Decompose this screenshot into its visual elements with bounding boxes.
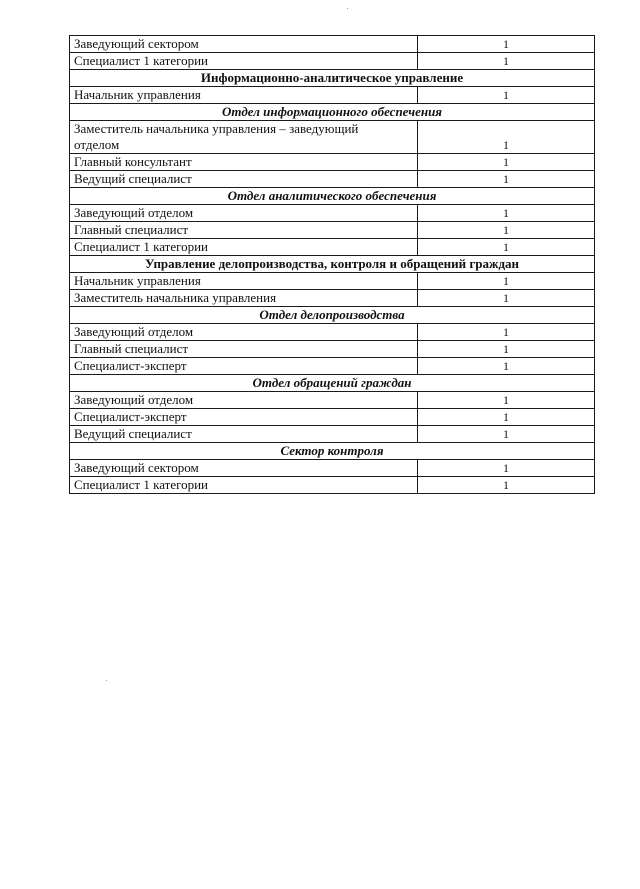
department-title: Отдел обращений граждан bbox=[70, 375, 595, 392]
table-row bbox=[70, 358, 595, 375]
position-cell: Начальник управления bbox=[70, 273, 418, 290]
count-cell: 1 bbox=[418, 392, 595, 409]
table-row bbox=[70, 154, 595, 171]
position-cell: Главный консультант bbox=[70, 154, 418, 171]
position-cell: Заведующий отделом bbox=[70, 205, 418, 222]
department-header-row bbox=[70, 307, 595, 324]
position-cell: Специалист-эксперт bbox=[70, 409, 418, 426]
scan-speck bbox=[106, 680, 107, 681]
count-cell: 1 bbox=[418, 409, 595, 426]
table-row bbox=[70, 460, 595, 477]
position-cell: Заведующий сектором bbox=[70, 36, 418, 53]
table-row bbox=[70, 273, 595, 290]
position-line: отделом bbox=[74, 137, 120, 152]
table-row bbox=[70, 239, 595, 256]
department-header-row bbox=[70, 104, 595, 121]
position-cell: Заведующий сектором bbox=[70, 460, 418, 477]
department-title: Отдел делопроизводства bbox=[70, 307, 595, 324]
count-cell: 1 bbox=[418, 477, 595, 494]
position-cell: Специалист 1 категории bbox=[70, 239, 418, 256]
table-row bbox=[70, 392, 595, 409]
count-cell: 1 bbox=[418, 358, 595, 375]
department-title: Отдел аналитического обеспечения bbox=[70, 188, 595, 205]
count-cell: 1 bbox=[418, 36, 595, 53]
scan-speck bbox=[347, 8, 348, 9]
position-cell: Заведующий отделом bbox=[70, 392, 418, 409]
management-header-row bbox=[70, 256, 595, 273]
count-cell: 1 bbox=[418, 290, 595, 307]
count-cell: 1 bbox=[418, 87, 595, 104]
count-cell: 1 bbox=[418, 426, 595, 443]
position-cell: Специалист-эксперт bbox=[70, 358, 418, 375]
position-cell: Ведущий специалист bbox=[70, 426, 418, 443]
management-header-row bbox=[70, 70, 595, 87]
management-title: Управление делопроизводства, контроля и обращений граждан bbox=[70, 256, 595, 273]
position-line: Заместитель начальника управления – заведующий bbox=[74, 121, 359, 136]
position-cell: Специалист 1 категории bbox=[70, 53, 418, 70]
position-cell: Главный специалист bbox=[70, 341, 418, 358]
department-title: Сектор контроля bbox=[70, 443, 595, 460]
count-cell: 1 bbox=[418, 154, 595, 171]
table-row bbox=[70, 36, 595, 53]
count-cell: 1 bbox=[418, 171, 595, 188]
count-cell: 1 bbox=[418, 273, 595, 290]
department-title: Отдел информационного обеспечения bbox=[70, 104, 595, 121]
table-row bbox=[70, 171, 595, 188]
count-cell: 1 bbox=[418, 460, 595, 477]
count-cell: 1 bbox=[418, 324, 595, 341]
table-row bbox=[70, 290, 595, 307]
table-row bbox=[70, 477, 595, 494]
department-header-row bbox=[70, 375, 595, 392]
count-cell: 1 bbox=[418, 121, 595, 154]
count-cell: 1 bbox=[418, 205, 595, 222]
table-row bbox=[70, 426, 595, 443]
department-header-row bbox=[70, 443, 595, 460]
department-header-row bbox=[70, 188, 595, 205]
table-row bbox=[70, 53, 595, 70]
management-title: Информационно-аналитическое управление bbox=[70, 70, 595, 87]
position-cell bbox=[70, 121, 418, 154]
position-cell: Начальник управления bbox=[70, 87, 418, 104]
count-cell: 1 bbox=[418, 53, 595, 70]
position-cell: Заместитель начальника управления bbox=[70, 290, 418, 307]
table-row bbox=[70, 409, 595, 426]
table-row bbox=[70, 121, 595, 154]
position-cell: Главный специалист bbox=[70, 222, 418, 239]
table-row bbox=[70, 87, 595, 104]
position-cell: Заведующий отделом bbox=[70, 324, 418, 341]
count-cell: 1 bbox=[418, 239, 595, 256]
position-cell: Ведущий специалист bbox=[70, 171, 418, 188]
table-row bbox=[70, 205, 595, 222]
count-cell: 1 bbox=[418, 222, 595, 239]
count-cell: 1 bbox=[418, 341, 595, 358]
position-cell: Специалист 1 категории bbox=[70, 477, 418, 494]
table-row bbox=[70, 222, 595, 239]
table-row bbox=[70, 324, 595, 341]
staff-positions-table bbox=[69, 35, 595, 494]
table-row bbox=[70, 341, 595, 358]
